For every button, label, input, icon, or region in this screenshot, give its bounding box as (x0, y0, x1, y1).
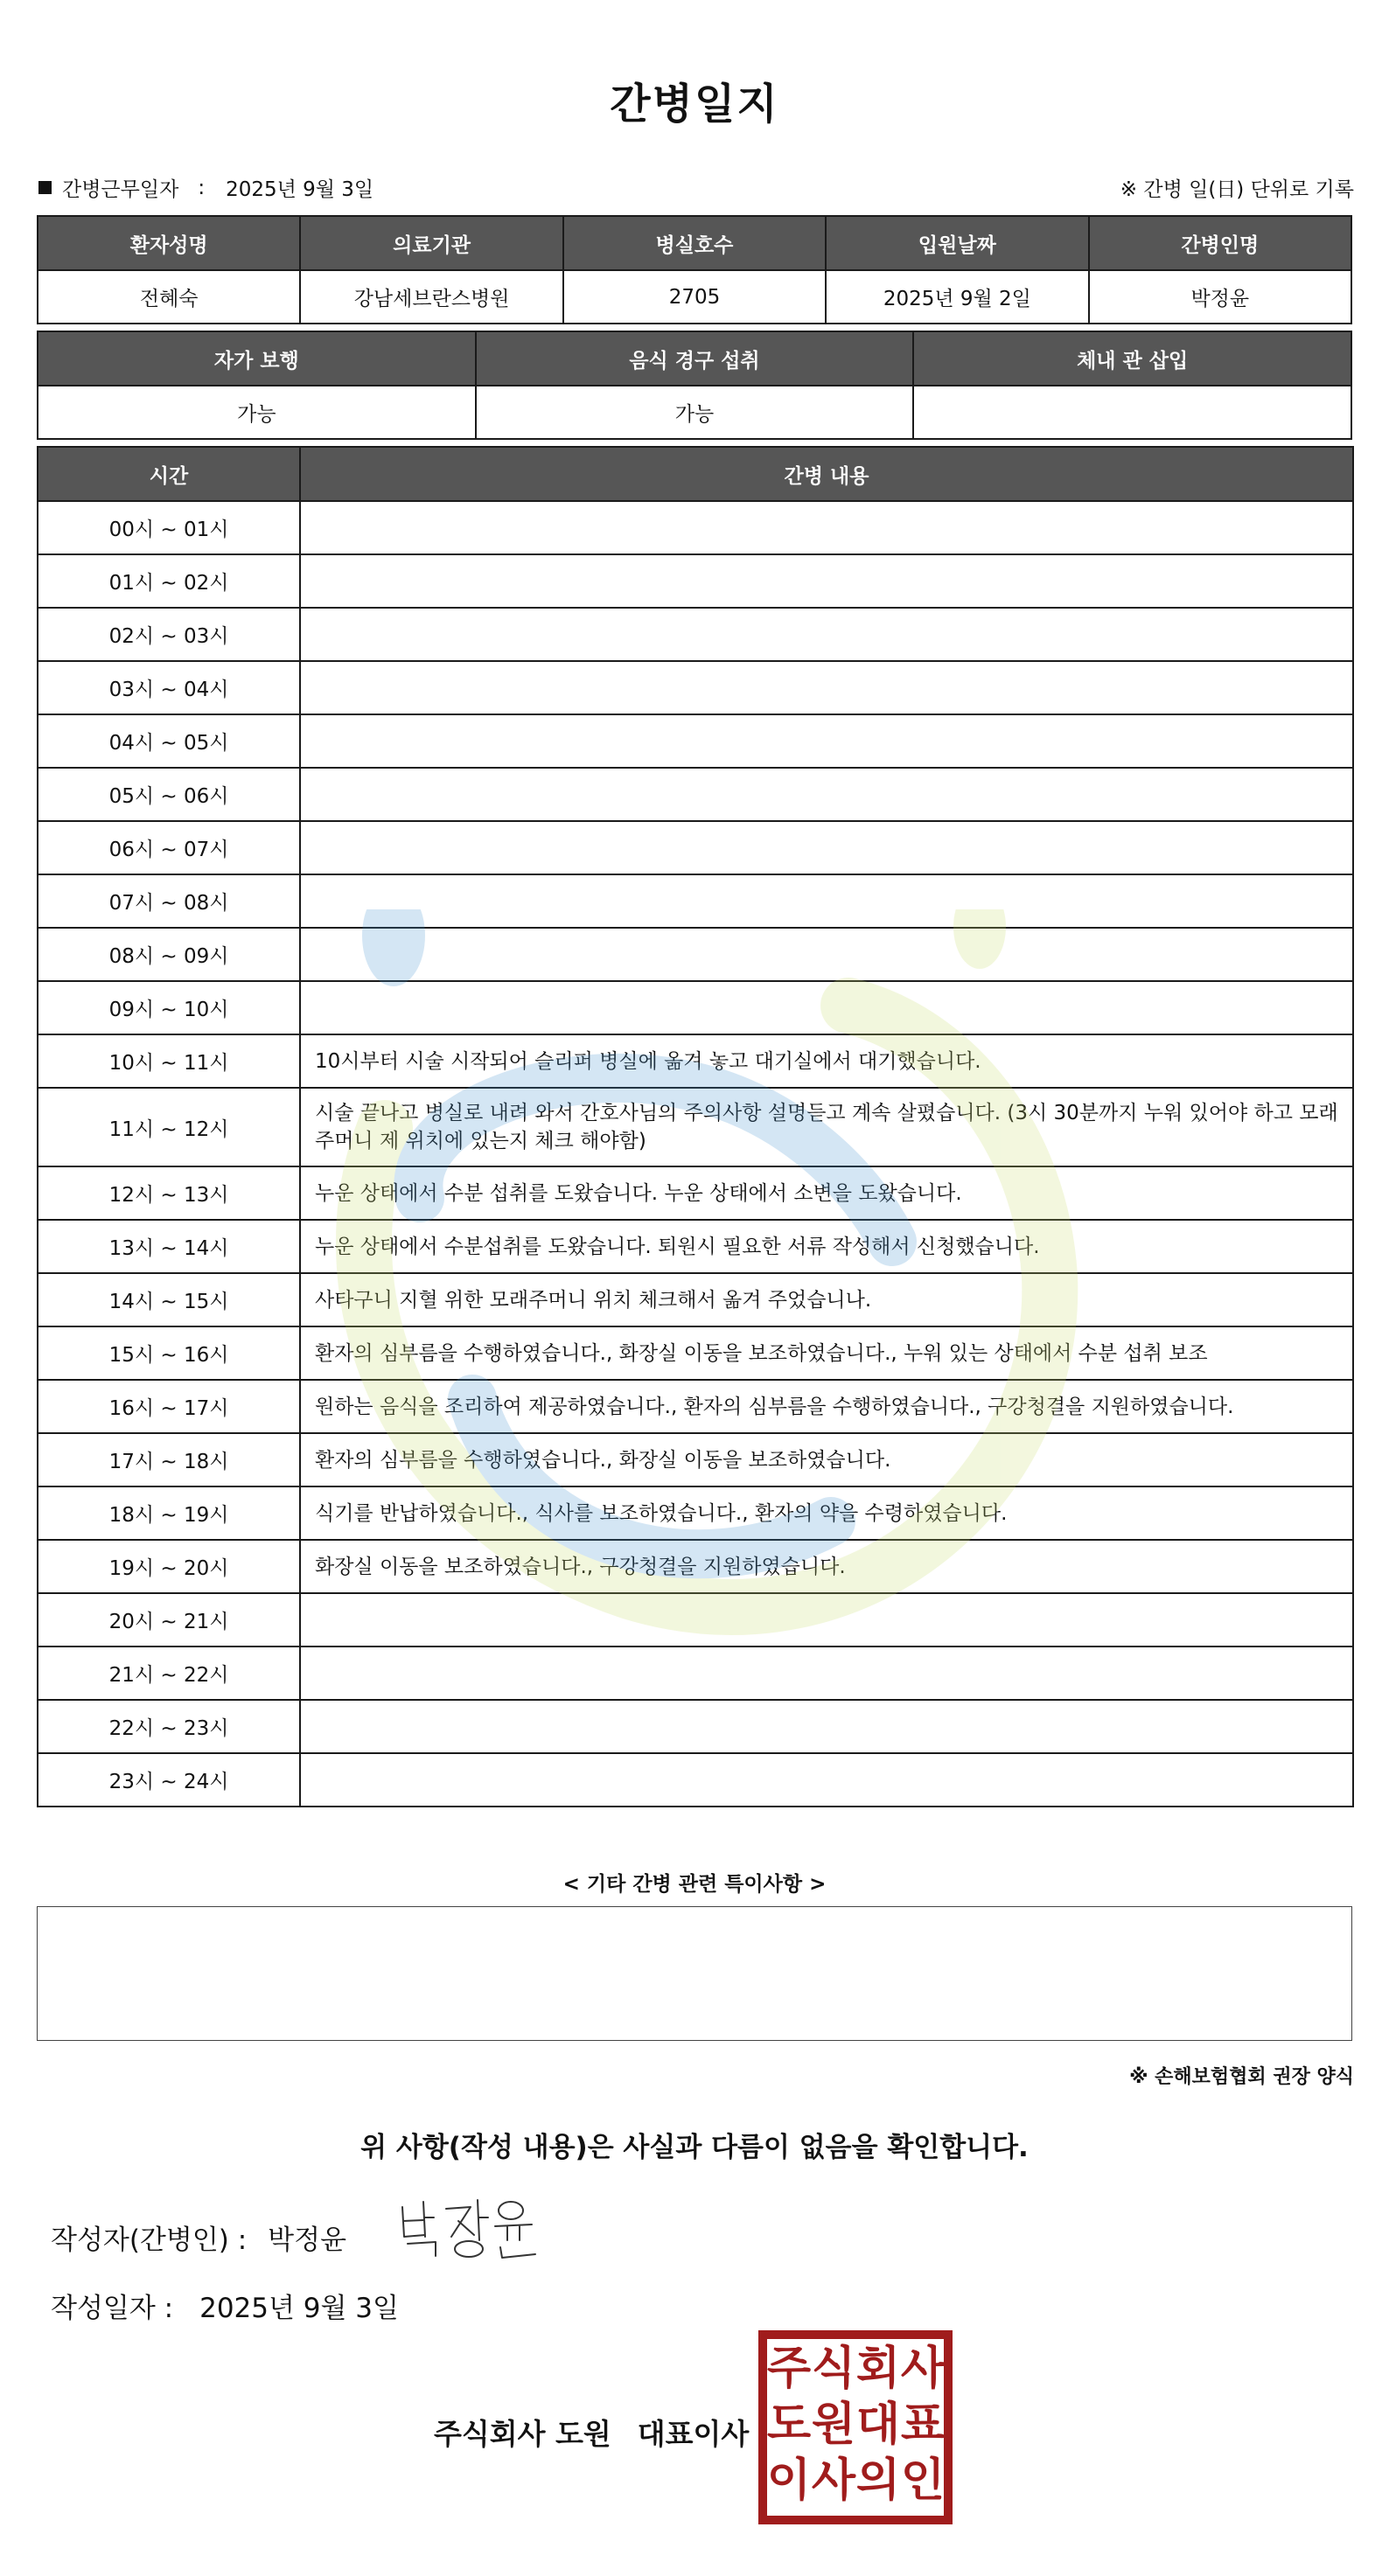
company-name: 주식회사 도원 (434, 2417, 611, 2451)
table-row (38, 661, 1353, 714)
oral-intake-value-cell: 가능 (476, 386, 914, 439)
log-header-content: 간병 내용 (300, 447, 1353, 501)
write-date-value: 2025년 9월 3일 (199, 2293, 399, 2324)
table-row (38, 1326, 1353, 1380)
care-content-cell: 환자의 심부름을 수행하였습니다., 화장실 이동을 보조하였습니다., 누워 있는 상태에서 수분 섭취 보조 (300, 1326, 1353, 1380)
seal-character: 사 (900, 2343, 946, 2395)
table-row (38, 501, 1353, 554)
time-slot-cell: 07시 ~ 08시 (38, 874, 300, 928)
time-slot-cell: 03시 ~ 04시 (38, 661, 300, 714)
time-slot-cell: 17시 ~ 18시 (38, 1433, 300, 1486)
time-slot-cell: 04시 ~ 05시 (38, 714, 300, 768)
care-content-cell: 시술 끝나고 병실로 내려 와서 간호사님의 주의사항 설명듣고 계속 살폈습니다. (3시 30분까지 누워 있어야 하고 모래주머니 제 위치에 있는지 체크 해야함) (300, 1088, 1353, 1166)
seal-character: 식 (811, 2343, 856, 2395)
log-header-time: 시간 (38, 447, 300, 501)
status-header-tube: 체내 관 삽입 (913, 331, 1351, 386)
care-content-cell: 누운 상태에서 수분섭취를 도왔습니다. 퇴원시 필요한 서류 작성해서 신청했습니다. (300, 1220, 1353, 1273)
time-slot-cell: 09시 ~ 10시 (38, 981, 300, 1034)
time-slot-cell: 05시 ~ 06시 (38, 768, 300, 821)
care-content-cell (300, 768, 1353, 821)
seal-character: 표 (900, 2398, 946, 2451)
time-slot-cell: 13시 ~ 14시 (38, 1220, 300, 1273)
time-slot-cell: 16시 ~ 17시 (38, 1380, 300, 1433)
care-content-cell: 원하는 음식을 조리하여 제공하였습니다., 환자의 심부름을 수행하였습니다., 구강청결을 지원하였습니다. (300, 1380, 1353, 1433)
care-content-cell (300, 928, 1353, 981)
status-header-oral-intake: 음식 경구 섭취 (476, 331, 914, 386)
care-content-cell (300, 874, 1353, 928)
care-content-cell (300, 1753, 1353, 1807)
time-slot-cell: 06시 ~ 07시 (38, 821, 300, 874)
handwritten-signature (395, 2191, 544, 2261)
ceo-title: 대표이사 (637, 2417, 750, 2451)
table-row (38, 1088, 1353, 1166)
seal-character: 이 (766, 2454, 812, 2507)
caregiver-name-cell: 박정윤 (1089, 270, 1351, 324)
tube-value-cell (913, 386, 1351, 439)
unit-note: ※ 간병 일(日) 단위로 기록 (1120, 178, 1354, 201)
table-row (38, 1380, 1353, 1433)
time-slot-cell: 14시 ~ 15시 (38, 1273, 300, 1326)
patient-header-caregiver: 간병인명 (1089, 216, 1351, 270)
company-line (434, 2412, 749, 2453)
seal-character: 대 (855, 2398, 901, 2451)
time-slot-cell: 20시 ~ 21시 (38, 1593, 300, 1647)
seal-character: 도 (766, 2398, 812, 2451)
patient-header-room: 병실호수 (563, 216, 826, 270)
writer-line (51, 2217, 346, 2257)
time-slot-cell: 21시 ~ 22시 (38, 1647, 300, 1700)
care-content-cell: 누운 상태에서 수분 섭취를 도왔습니다. 누운 상태에서 소변을 도왔습니다. (300, 1166, 1353, 1220)
time-slot-cell: 00시 ~ 01시 (38, 501, 300, 554)
time-slot-cell: 22시 ~ 23시 (38, 1700, 300, 1753)
time-slot-cell: 23시 ~ 24시 (38, 1753, 300, 1807)
table-row (38, 768, 1353, 821)
time-slot-cell: 18시 ~ 19시 (38, 1486, 300, 1540)
company-seal-stamp (757, 2329, 953, 2525)
page-title: 간병일지 (610, 80, 779, 129)
work-date-colon: : (198, 176, 206, 199)
status-header-walking: 자가 보행 (38, 331, 476, 386)
seal-character: 의 (855, 2454, 901, 2507)
seal-character: 인 (900, 2454, 946, 2507)
hospital-cell: 강남세브란스병원 (300, 270, 562, 324)
care-content-cell: 화장실 이동을 보조하였습니다., 구강청결을 지원하였습니다. (300, 1540, 1353, 1593)
care-content-cell (300, 661, 1353, 714)
seal-character: 주 (766, 2343, 812, 2395)
care-content-cell (300, 981, 1353, 1034)
care-content-cell (300, 714, 1353, 768)
time-slot-cell: 19시 ~ 20시 (38, 1540, 300, 1593)
write-date-line (51, 2286, 399, 2325)
table-row (38, 1647, 1353, 1700)
time-slot-cell: 08시 ~ 09시 (38, 928, 300, 981)
table-row (38, 928, 1353, 981)
table-row (38, 554, 1353, 608)
time-slot-cell: 11시 ~ 12시 (38, 1088, 300, 1166)
work-date-line (38, 173, 373, 202)
table-row (38, 1433, 1353, 1486)
confirmation-statement: 위 사항(작성 내용)은 사실과 다름이 없음을 확인합니다. (360, 2132, 1029, 2163)
care-content-cell (300, 1593, 1353, 1647)
writer-name: 박정윤 (268, 2224, 347, 2256)
table-row (38, 981, 1353, 1034)
table-row (38, 608, 1353, 661)
table-row (38, 821, 1353, 874)
care-content-cell (300, 1647, 1353, 1700)
care-content-cell (300, 554, 1353, 608)
care-content-cell: 환자의 심부름을 수행하였습니다., 화장실 이동을 보조하였습니다. (300, 1433, 1353, 1486)
patient-status-table (37, 331, 1352, 440)
table-row (38, 1273, 1353, 1326)
work-date-label: 간병근무일자 (62, 178, 179, 201)
time-slot-cell: 12시 ~ 13시 (38, 1166, 300, 1220)
table-row (38, 1486, 1353, 1540)
remarks-title: < 기타 간병 관련 특이사항 > (562, 1873, 827, 1896)
table-row (38, 1700, 1353, 1753)
patient-info-table (37, 215, 1352, 324)
care-content-cell: 사타구니 지혈 위한 모래주머니 위치 체크해서 옮겨 주었습니나. (300, 1273, 1353, 1326)
care-content-cell: 식기를 반납하였습니다., 식사를 보조하였습니다., 환자의 약을 수령하였습니다. (300, 1486, 1353, 1540)
care-content-cell (300, 821, 1353, 874)
seal-character: 사 (811, 2454, 856, 2507)
care-content-cell (300, 608, 1353, 661)
patient-name-cell: 전혜숙 (38, 270, 300, 324)
care-content-cell (300, 501, 1353, 554)
work-date-value: 2025년 9월 3일 (226, 178, 374, 201)
table-row (38, 1220, 1353, 1273)
care-content-cell: 10시부터 시술 시작되어 슬리퍼 병실에 옮겨 놓고 대기실에서 대기했습니다. (300, 1034, 1353, 1088)
remarks-box (37, 1906, 1352, 2041)
patient-header-name: 환자성명 (38, 216, 300, 270)
patient-header-hospital: 의료기관 (300, 216, 562, 270)
time-slot-cell: 10시 ~ 11시 (38, 1034, 300, 1088)
association-note: ※ 손해보험협회 권장 양식 (1129, 2066, 1354, 2088)
care-content-cell (300, 1700, 1353, 1753)
care-log-table (37, 446, 1354, 1807)
writer-label: 작성자(간병인) : (51, 2224, 248, 2256)
table-row (38, 874, 1353, 928)
walking-value-cell: 가능 (38, 386, 476, 439)
time-slot-cell: 15시 ~ 16시 (38, 1326, 300, 1380)
room-number-cell: 2705 (563, 270, 826, 324)
table-row (38, 1034, 1353, 1088)
table-row (38, 1593, 1353, 1647)
time-slot-cell: 01시 ~ 02시 (38, 554, 300, 608)
square-bullet-icon (38, 181, 52, 194)
patient-header-admission: 입원날짜 (826, 216, 1088, 270)
write-date-label: 작성일자 : (51, 2293, 174, 2324)
table-row (38, 1540, 1353, 1593)
seal-character: 회 (855, 2343, 901, 2395)
admission-date-cell: 2025년 9월 2일 (826, 270, 1088, 324)
table-row (38, 714, 1353, 768)
table-row (38, 1166, 1353, 1220)
time-slot-cell: 02시 ~ 03시 (38, 608, 300, 661)
seal-character: 원 (811, 2398, 856, 2451)
table-row (38, 1753, 1353, 1807)
